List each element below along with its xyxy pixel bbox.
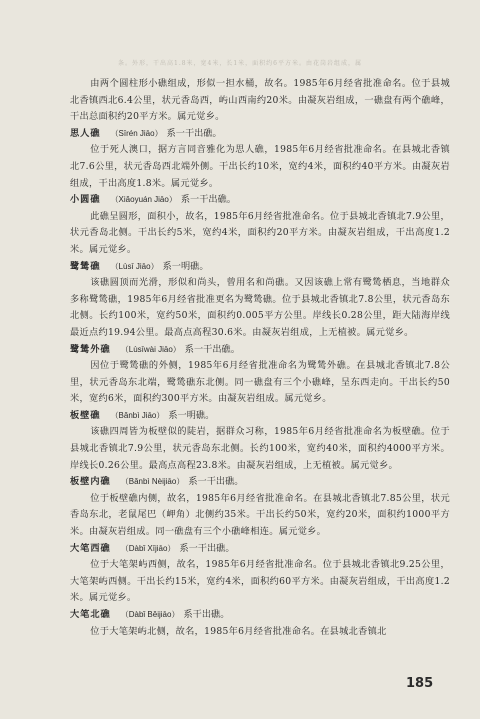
intro-paragraph: 由两个圆柱形小礁组成，形似一担水桶，故名。1985年6月经省批准命名。位于县城北香镇西北6.4公里，状元香岛西，屿山西南约20米。由凝灰岩组成，一礁盘有两个礁峰，干出总面积约20平方米。属元觉乡。 <box>70 78 450 123</box>
entry-type: 系一干出礁。 <box>166 127 222 139</box>
entry-heading <box>70 259 450 276</box>
entry-heading <box>70 408 450 425</box>
entry-paragraph: 位于大笔架屿西侧，故名，1985年6月经省批准命名。位于县城北香镇北9.25公里，大笔架屿西侧。干出长约15米，宽约4米，面积约60平方米。由凝灰岩组成，干出高度1.2米。属元觉乡。 <box>70 559 450 604</box>
entry-heading <box>70 126 450 143</box>
entry-name: 鹭鸶外礁 <box>70 343 111 355</box>
bleed-through-text: 条。外形，干出高1.8米，宽4米，长1米，面积约6平方米。由花岗岩组成，属 <box>118 60 362 67</box>
entry-paragraph: 该礁圆顶而光滑，形似和尚头，曾用名和尚礁。又因该礁上常有鹭鸶栖息，当地群众多称鹭鸶礁，1985年6月经省批准更名为鹭鸶礁。位于县城北香镇北7.8公里，状元香岛东北侧。长约100米，宽约50米，面积约0.005平方公里。岸线长0.28公里，距大陆海岸线最近点约19.94公里。最高点高程30.6米。由凝灰岩组成，上无植被。属元觉乡。 <box>70 277 450 338</box>
entry-name: 板壁礁 <box>70 409 101 421</box>
entry-name: 思人礁 <box>70 127 101 139</box>
entry-type: 系一干出礁。 <box>188 476 244 488</box>
entry-pinyin: （Xiǎoyuán Jiāo） <box>110 195 177 205</box>
entry-paragraph: 该礁四周皆为板壁似的陡岩，据群众习称，1985年6月经省批准命名为板壁礁。位于县城北香镇北7.9公里，状元香岛东北侧。长约100米，宽约40米，面积约4000平方米。岸线长0.26公里。最高点高程23.8米。由凝灰岩组成，上无植被。属元觉乡。 <box>70 426 450 471</box>
entry-pinyin: （Dàbǐ Xījiāo） <box>120 543 176 553</box>
entry-type: 系一干出礁。 <box>180 194 236 206</box>
entry-pinyin: （Lùsī Jiāo） <box>110 261 159 271</box>
entry-heading <box>70 541 450 558</box>
entry-name: 大笔北礁 <box>70 609 111 620</box>
entry-heading <box>70 342 450 359</box>
entry-heading <box>70 192 450 209</box>
entry-pinyin: （Lùsīwài Jiāo） <box>120 344 181 354</box>
page-number: 185 <box>406 676 434 691</box>
entry-paragraph: 此礁呈圆形，面积小，故名，1985年6月经省批准命名。位于县城北香镇北7.9公里，状元香岛北侧。干出长约5米，宽约4米，面积约20平方米。由凝灰岩组成，干出高度1.2米。属元觉乡。 <box>70 210 450 255</box>
entry-type: 系一明礁。 <box>162 260 209 272</box>
entry-type: 系一明礁。 <box>168 409 215 421</box>
entry-paragraph: 位于板壁礁内侧，故名，1985年6月经省批准命名。在县城北香镇北7.85公里，状元香岛东北，老鼠尾巴（岬角）北侧约35米。干出长约50米，宽约20米，面积约1000平方米。由凝灰岩组成。同一礁盘有三个小礁峰相连。属元觉乡。 <box>70 492 450 538</box>
entry-type: 系一干出礁。 <box>184 343 240 355</box>
entry-pinyin: （Bǎnbì Jiāo） <box>110 410 165 420</box>
entry-paragraph: 位于大笔架屿北侧，故名，1985年6月经省批准命名。在县城北香镇北 <box>90 625 387 637</box>
entry-heading <box>70 607 450 624</box>
entry-pinyin: （Bǎnbì Nèijiāo） <box>120 477 185 487</box>
entry-pinyin: （Dàbǐ Běijiāo） <box>120 610 180 619</box>
entry-pinyin: （Sīrén Jiāo） <box>110 128 163 138</box>
entry-type: 系一干出礁。 <box>179 542 235 554</box>
entry-paragraph: 位于死人澳口，据方言同音雅化为思人礁，1985年6月经省批准命名。在县城北香镇北7.6公里，状元香岛西北端外侧。干出长约10米，宽约4米，面积约40平方米。由凝灰岩组成，干出高度1.8米。属元觉乡。 <box>70 144 450 189</box>
entry-paragraph: 因位于鹭鸶礁的外侧，1985年6月经省批准命名为鹭鸶外礁。在县城北香镇北7.8公里，状元香岛东北端，鹭鸶礁东北侧。同一礁盘有三个小礁峰，呈东西走向。干出长约50米，宽约6米，面积约300平方米。由凝灰岩组成。属元觉乡。 <box>70 360 450 405</box>
entry-name: 板壁内礁 <box>70 476 111 488</box>
entry-list <box>70 126 450 640</box>
entry-name: 大笔西礁 <box>70 542 111 554</box>
gazetteer-body <box>70 76 450 640</box>
entry-name: 小圆礁 <box>70 194 101 206</box>
entry-heading <box>70 474 450 491</box>
entry-name: 鹭鸶礁 <box>70 260 101 272</box>
entry-type: 系干出礁。 <box>183 609 230 620</box>
